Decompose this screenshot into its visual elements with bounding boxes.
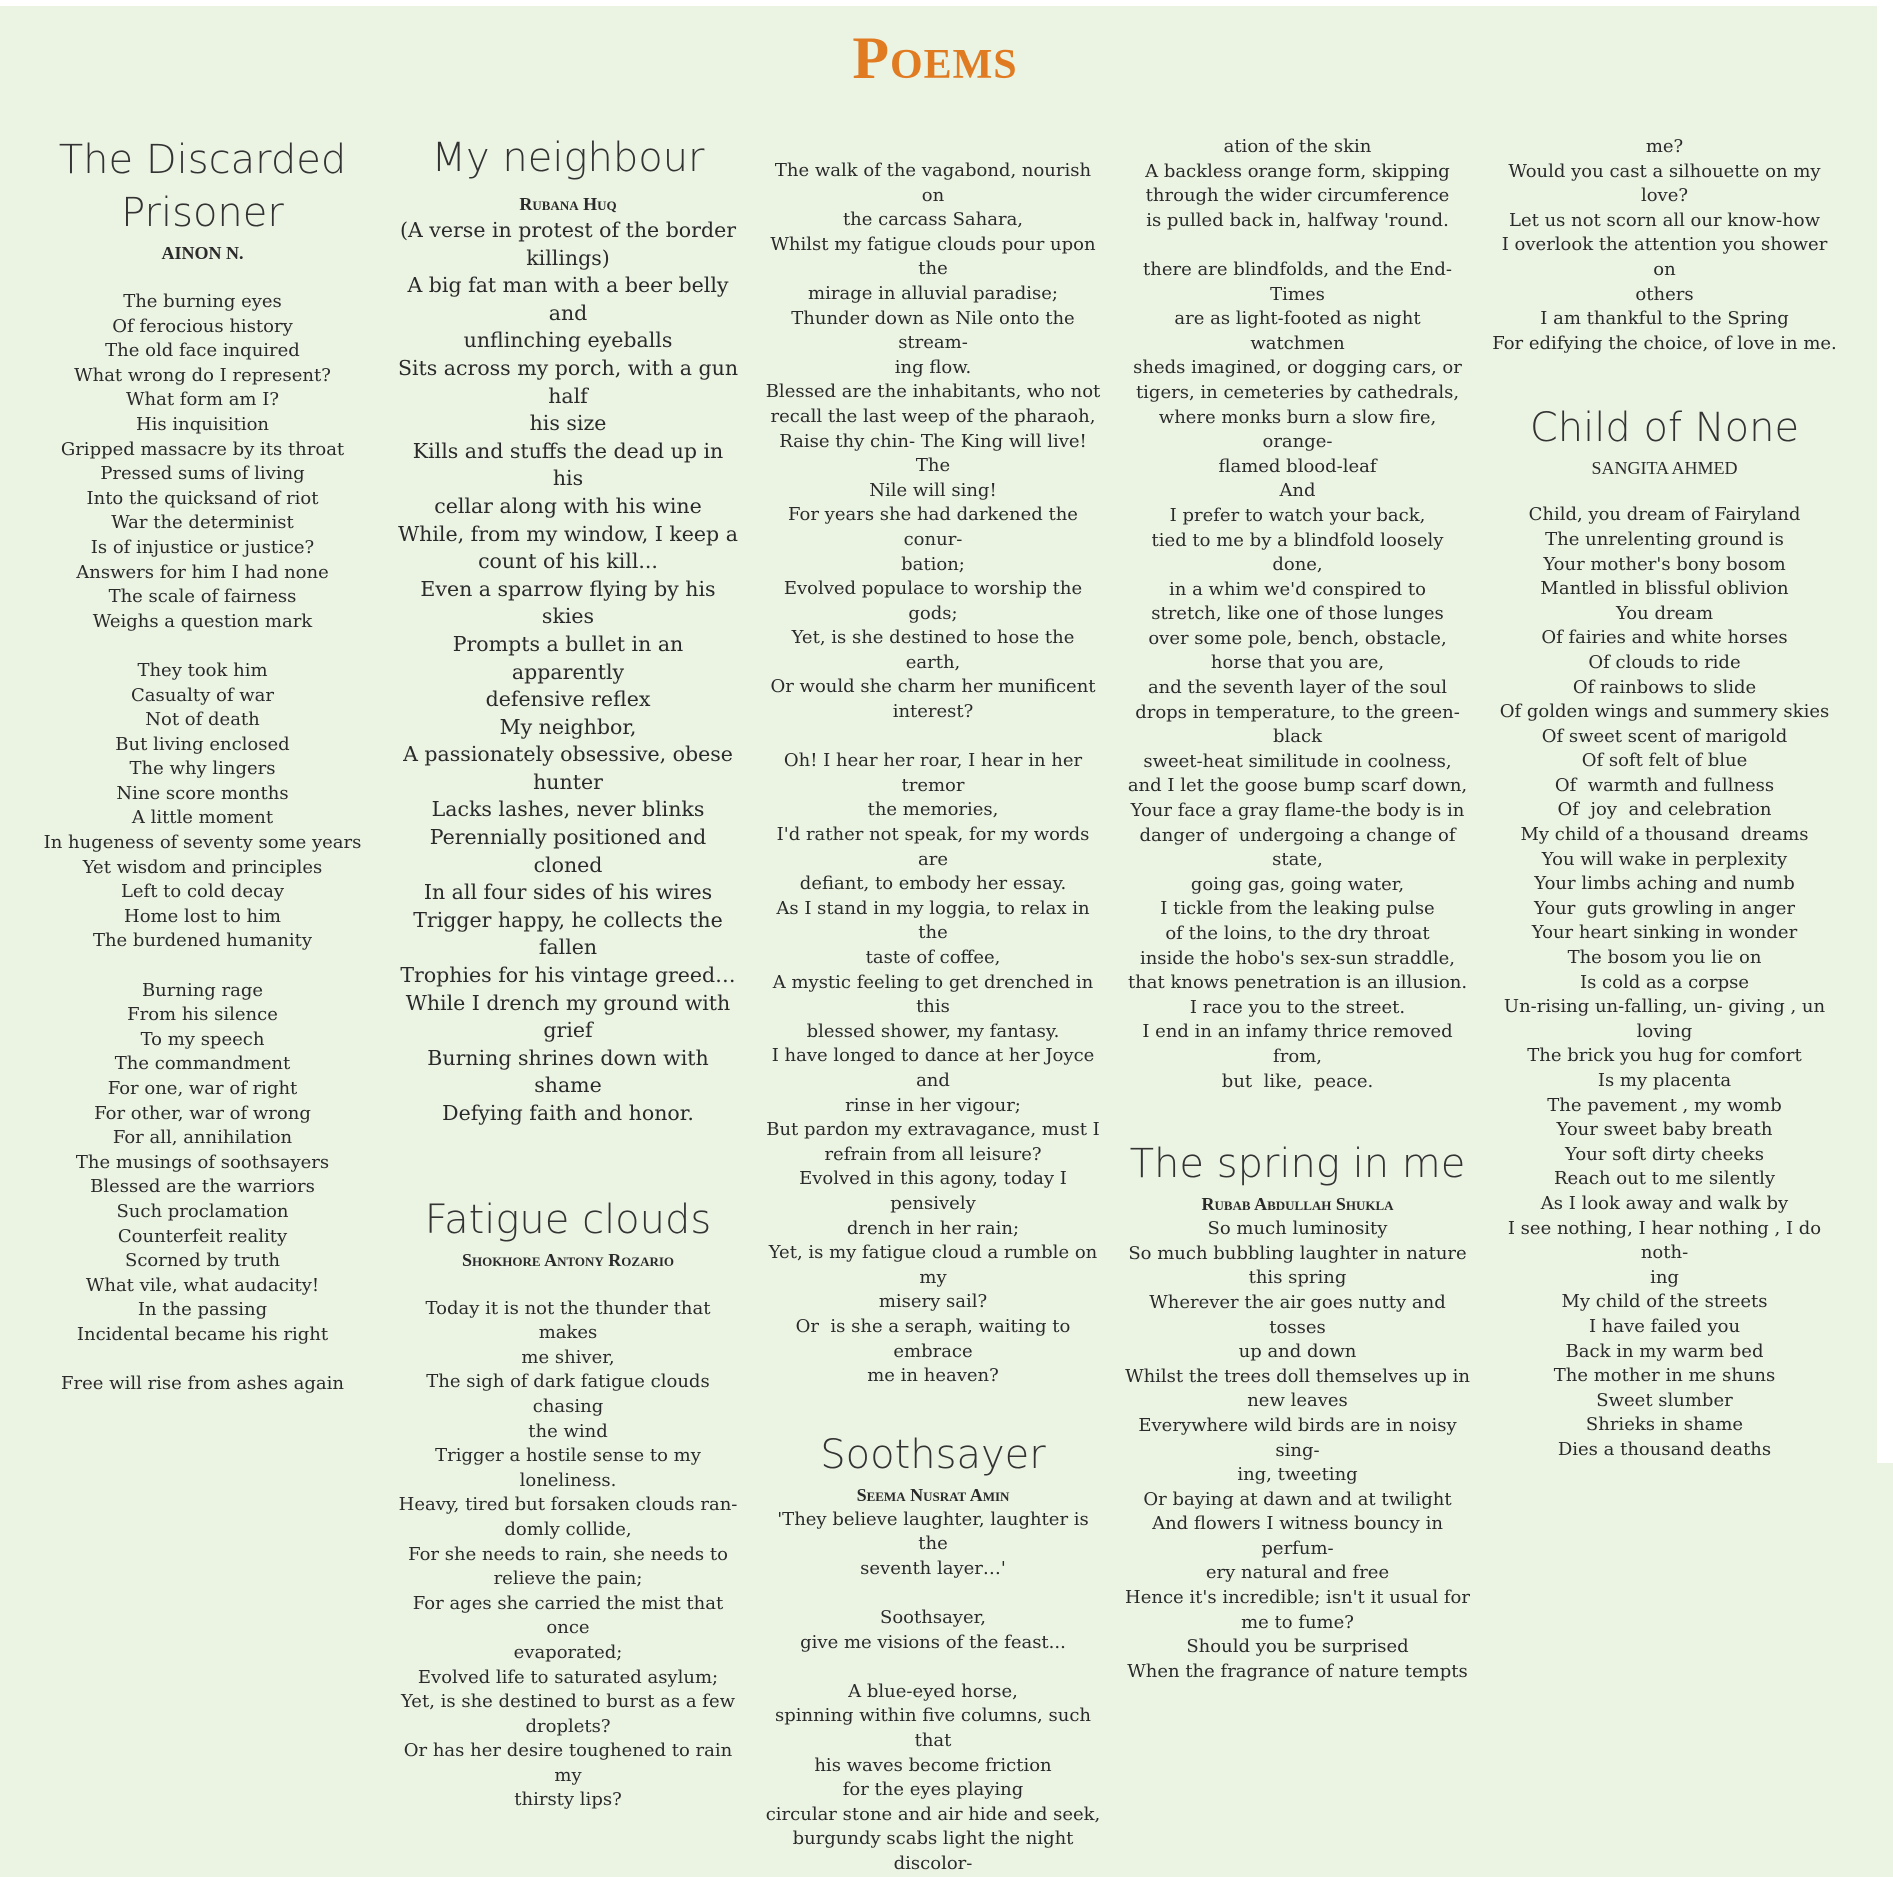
- poem-line: For years she had darkened the conur-: [788, 504, 1084, 550]
- poem-line: Lacks lashes, never blinks: [431, 797, 705, 822]
- poem-line: The sigh of dark fatigue clouds chasing: [426, 1371, 716, 1417]
- poem-line: What vile, what audacity!: [85, 1274, 320, 1296]
- poem-line: drench in her rain;: [846, 1217, 1020, 1239]
- poem-title: The Discarded: [58, 137, 347, 183]
- poem-line: new leaves: [1247, 1390, 1348, 1412]
- poem-line: interest?: [892, 701, 974, 723]
- poem-line: burgundy scabs light the night discolor-: [792, 1828, 1080, 1874]
- poem-line: (A verse in protest of the border: [399, 218, 737, 242]
- poem-line: I'd rather not speak, for my words are: [776, 824, 1096, 870]
- poem-line: blessed shower, my fantasy.: [806, 1020, 1060, 1042]
- poem-line: I tickle from the leaking pulse: [1160, 898, 1435, 920]
- poem-line: hunter: [533, 769, 603, 794]
- poem-line: Back in my warm bed: [1565, 1340, 1764, 1362]
- poem-line: The unrelenting ground is: [1545, 528, 1784, 550]
- poem-line: Prompts a bullet in an apparently: [452, 631, 690, 684]
- poem-line: Such proclamation: [116, 1200, 289, 1222]
- poem-line: 'They believe laughter, laughter is the: [777, 1508, 1095, 1555]
- poem-line: In hugeness of seventy some years: [43, 832, 362, 854]
- poem-line: Burning shrines down with shame: [427, 1045, 716, 1098]
- poem-line: Is my placenta: [1597, 1070, 1732, 1091]
- poem-line: Yet, is my fatigue cloud a rumble on my: [768, 1242, 1103, 1288]
- poem-title: Child of None: [1529, 405, 1800, 452]
- poem-line: Nine score months: [116, 782, 289, 804]
- poem-line: Raise thy chin- The King will live! The: [779, 430, 1093, 477]
- poem-line: bation;: [901, 553, 965, 575]
- poem-line: The scale of fairness: [108, 586, 297, 608]
- poem-line: his size: [529, 411, 607, 436]
- poem-line: Un-rising un-falling, un- giving , un: [1503, 996, 1826, 1018]
- poem-line: Thunder down as Nile onto the stream-: [791, 307, 1081, 354]
- poem-line: Your mother's bony bosom: [1543, 553, 1786, 575]
- poem-line: where monks burn a slow fire, orange-: [1158, 406, 1442, 453]
- poem-line: is pulled back in, halfway 'round.: [1146, 209, 1449, 231]
- poem-line: for the eyes playing: [842, 1779, 1024, 1801]
- poem-line: Let us not scorn all our know-how: [1509, 209, 1820, 231]
- poem-line: What form am I?: [126, 389, 279, 411]
- poem-line: Nile will sing!: [869, 479, 997, 501]
- poem-line: me in heaven?: [867, 1365, 999, 1387]
- poem-line: this spring: [1248, 1267, 1347, 1289]
- poem-line: Defying faith and honor.: [442, 1101, 694, 1125]
- poem-line: Left to cold decay: [120, 881, 285, 903]
- poem-line: Would you cast a silhouette on my love?: [1508, 160, 1827, 207]
- poem-line: Is cold as a corpse: [1579, 971, 1750, 993]
- poem-line: Trigger happy, he collects the fallen: [413, 907, 730, 960]
- poem-line: Today it is not the thunder that makes: [425, 1297, 717, 1344]
- poem-line: danger of undergoing a change of state,: [1139, 824, 1462, 871]
- poem-line: give me visions of the feast...: [800, 1631, 1066, 1653]
- poem-line: the wind: [528, 1420, 608, 1442]
- poem-line: Scorned by truth: [124, 1250, 280, 1272]
- poem-author: Rubab Abdullah Shukla: [1201, 1194, 1394, 1215]
- poem-line: My child of the streets: [1561, 1291, 1768, 1313]
- poem-line: His inquisition: [135, 413, 270, 435]
- poem-line: You dream: [1615, 602, 1714, 624]
- poem-line: inside the hobo's sex-sun straddle,: [1139, 947, 1456, 969]
- poem-line: So much luminosity: [1207, 1218, 1388, 1240]
- poem-line: Is of injustice or justice?: [90, 536, 315, 558]
- poem-author: Shokhore Antony Rozario: [461, 1249, 675, 1270]
- poem-line: The burning eyes: [123, 291, 282, 312]
- poem-line: But pardon my extravagance, must I: [766, 1119, 1100, 1141]
- poem-author: Rubana Huq: [519, 194, 617, 214]
- poem-title: The spring in me: [1129, 1141, 1466, 1188]
- poem-line: count of his kill...: [478, 549, 658, 574]
- poem-line: The old face inquired: [105, 340, 300, 362]
- poem-line: Of warmth and fullness: [1554, 774, 1775, 796]
- poem-line: While I drench my ground with grief: [405, 990, 737, 1043]
- poem-line: up and down: [1238, 1341, 1357, 1363]
- poem-line: stretch, like one of those lunges: [1151, 603, 1444, 625]
- poem-line: Home lost to him: [124, 905, 281, 927]
- poem-line: Heavy, tired but forsaken clouds ran-: [398, 1494, 738, 1516]
- poem-line: Weighs a question mark: [92, 610, 313, 632]
- poem-line: loving: [1636, 1020, 1693, 1042]
- poem-line: Of fairies and white horses: [1541, 627, 1788, 649]
- poem-line: A backless orange form, skipping: [1145, 160, 1450, 182]
- poem-line: Kills and stuffs the dead up in his: [412, 438, 730, 491]
- poem-line: Free will rise from ashes again: [61, 1373, 344, 1395]
- stanza-gap: [762, 1581, 1104, 1606]
- poem-line: rinse in her vigour;: [845, 1094, 1021, 1116]
- poem-line: Of sweet scent of marigold: [1541, 725, 1788, 747]
- poem-line: The walk of the vagabond, nourish on: [774, 160, 1097, 206]
- poem-line: mirage in alluvial paradise;: [808, 282, 1058, 304]
- stanza: [395, 217, 745, 1128]
- poem-line: horse that you are,: [1210, 652, 1385, 674]
- poem-line: Blessed are the inhabitants, who not: [765, 381, 1101, 403]
- poem-line: Your heart sinking in wonder: [1531, 922, 1798, 944]
- poem-line: Gripped massacre by its throat: [60, 438, 345, 460]
- stanza: [762, 159, 1104, 725]
- poem-line: Or is she a seraph, waiting to embrace: [795, 1315, 1077, 1362]
- poem-title: Fatigue clouds: [424, 1196, 712, 1243]
- poem-line: killings): [526, 245, 610, 270]
- poem-line: Reach out to me silently: [1553, 1168, 1776, 1190]
- stanza: [762, 1508, 1104, 1582]
- poem-line: A passionately obsessive, obese: [403, 742, 733, 767]
- stanza: [40, 979, 365, 1348]
- poem-line: Or would she charm her munificent: [770, 676, 1096, 698]
- top-border: [0, 0, 1893, 6]
- poem-line: sweet-heat similitude in coolness,: [1143, 750, 1452, 772]
- column-3: [762, 159, 1104, 1877]
- poem-line: spinning within five columns, such that: [774, 1705, 1097, 1752]
- poem-line: Trigger a hostile sense to my loneliness.: [435, 1445, 707, 1491]
- poem-line: me to fume?: [1241, 1611, 1354, 1633]
- poem-line: tied to me by a blindfold loosely done,: [1151, 529, 1450, 576]
- poem-line: Yet, is she destined to burst as a few: [400, 1691, 736, 1713]
- poem-line: circular stone and air hide and seek,: [765, 1803, 1101, 1825]
- poem-line: Dies a thousand deaths: [1557, 1438, 1772, 1460]
- poem-author: Seema Nusrat Amin: [856, 1484, 1010, 1505]
- poem-line: Blessed are the warriors: [90, 1176, 315, 1198]
- poem-line: Whilst my fatigue clouds pour upon the: [770, 233, 1102, 280]
- poem-line: In the passing: [137, 1299, 268, 1321]
- poem-line: Whilst the trees doll themselves up in: [1125, 1365, 1470, 1387]
- poem-line: For ages she carried the mist that once: [412, 1592, 729, 1639]
- poem-line: Casualty of war: [131, 684, 274, 706]
- poem-line: Your soft dirty cheeks: [1565, 1143, 1764, 1165]
- poem-line: As I look away and walk by: [1540, 1192, 1789, 1214]
- poem-line: Shrieks in shame: [1585, 1414, 1744, 1436]
- stanza: [1492, 135, 1837, 356]
- poem-line: Into the quicksand of riot: [86, 487, 319, 509]
- poem-line: over some pole, bench, obstacle,: [1148, 627, 1447, 649]
- stanza: [762, 1680, 1104, 1877]
- poem-line: ation of the skin: [1223, 136, 1372, 157]
- poem-line: Or baying at dawn and at twilight: [1143, 1488, 1452, 1510]
- poem-line: The why lingers: [129, 758, 276, 780]
- poem-line: The commandment: [114, 1053, 291, 1075]
- poem-line: domly collide,: [504, 1518, 632, 1540]
- stanza: [395, 1297, 741, 1813]
- poem-line: Trophies for his vintage greed…: [400, 963, 736, 988]
- poem-line: Incidental became his right: [76, 1323, 329, 1345]
- poem-line: Perennially positioned and cloned: [429, 825, 713, 877]
- poem-line: Oh! I hear her roar, I hear in her tremor: [783, 750, 1088, 796]
- poem-line: A mystic feeling to get drenched in this: [772, 971, 1099, 1018]
- poem-line: To my speech: [140, 1028, 265, 1050]
- poem-line: Soothsayer,: [880, 1607, 986, 1629]
- poem-line: A blue-eyed horse,: [848, 1680, 1018, 1702]
- poem-line: that knows penetration is an illusion.: [1127, 972, 1468, 994]
- poem-line: The brick you hug for comfort: [1527, 1045, 1802, 1067]
- poem-line: Hence it's incredible; isn't it usual for: [1125, 1587, 1470, 1609]
- poem-title: Prisoner: [121, 190, 284, 236]
- poem-author: SANGITA AHMED: [1591, 458, 1738, 479]
- stanza: [762, 749, 1104, 1388]
- column-2: [395, 132, 745, 1813]
- stanza: [40, 290, 365, 634]
- stanza: [1125, 258, 1470, 1094]
- stanza-gap: [762, 725, 1104, 750]
- poem-line: defiant, to embody her essay.: [799, 873, 1067, 895]
- poem-line: My child of a thousand dreams: [1520, 824, 1809, 846]
- poem-line: And flowers I witness bouncy in perfum-: [1152, 1513, 1449, 1559]
- poem-line: Not of death: [145, 709, 260, 731]
- stanza-gap: [40, 1348, 365, 1373]
- stanza-gap: [40, 634, 365, 659]
- poem-line: ing, tweeting: [1237, 1464, 1358, 1486]
- poem-line: For one, war of right: [107, 1078, 298, 1099]
- poem-line: Mantled in blissful oblivion: [1540, 578, 1789, 600]
- poem-line: ing: [1650, 1266, 1679, 1288]
- poem-line: The musings of soothsayers: [75, 1151, 330, 1173]
- poem-line: Wherever the air goes nutty and tosses: [1149, 1291, 1452, 1338]
- poem-line: unflinching eyeballs: [463, 328, 673, 353]
- poem-line: Child, you dream of Fairyland: [1528, 504, 1801, 526]
- poem-line: and I let the goose bump scarf down,: [1127, 775, 1468, 797]
- poem-line: Even a sparrow flying by his skies: [420, 576, 723, 629]
- column-1: [40, 134, 365, 1397]
- poem-line: Your sweet baby breath: [1556, 1119, 1773, 1141]
- poem-line: the carcass Sahara,: [842, 209, 1024, 231]
- stanza-gap: [762, 1655, 1104, 1680]
- poem-line: For all, annihilation: [112, 1127, 293, 1149]
- poem-line: Of clouds to ride: [1588, 651, 1741, 673]
- page-title: Poems: [852, 25, 1018, 91]
- poem-title: My neighbour: [431, 135, 705, 181]
- poem-line: flamed blood-leaf: [1218, 455, 1377, 477]
- poem-line: When the fragrance of nature tempts: [1127, 1660, 1468, 1682]
- poem-line: Everywhere wild birds are in noisy sing-: [1138, 1414, 1463, 1461]
- poem-line: seventh layer…': [860, 1557, 1006, 1579]
- poem-line: The mother in me shuns: [1553, 1365, 1776, 1387]
- poem-line: refrain from all leisure?: [824, 1143, 1042, 1165]
- poem-line: Sits across my porch, with a gun half: [397, 355, 745, 408]
- poem-line: The bosom you lie on: [1567, 947, 1762, 969]
- poem-line: I overlook the attention you shower on: [1501, 234, 1834, 280]
- poem-author: AINON N.: [161, 243, 244, 263]
- poem-line: Pressed sums of living: [100, 463, 305, 485]
- poem-line: me shiver,: [521, 1346, 615, 1368]
- poem-line: Evolved in this agony, today I pensively: [799, 1168, 1073, 1214]
- poem-line: Should you be surprised: [1186, 1636, 1409, 1658]
- stanza: [1492, 503, 1837, 1462]
- poem-line: A little moment: [131, 807, 274, 829]
- poem-line: I have longed to dance at her Joyce and: [771, 1045, 1101, 1091]
- stanza: [762, 1606, 1104, 1655]
- poem-line: Of rainbows to slide: [1572, 676, 1757, 698]
- poem-line: A big fat man with a beer belly and: [407, 273, 736, 325]
- poem-line: For other, war of wrong: [94, 1102, 311, 1124]
- stanza: [40, 659, 365, 954]
- poem-line: drops in temperature, to the green-black: [1135, 701, 1460, 748]
- stanza: [1125, 135, 1470, 233]
- poem-line: are as light-footed as night watchmen: [1174, 308, 1427, 354]
- poem-line: I have failed you: [1588, 1315, 1741, 1337]
- poem-line: misery sail?: [878, 1291, 988, 1313]
- poem-line: And: [1279, 480, 1316, 502]
- poem-line: Or has her desire toughened to rain my: [403, 1740, 738, 1786]
- poem-line: I prefer to watch your back,: [1169, 504, 1426, 526]
- column-5: [1492, 135, 1837, 1463]
- stanza-gap: [1125, 233, 1470, 258]
- poem-line: Of golden wings and summery skies: [1499, 701, 1830, 723]
- poem-line: Burning rage: [141, 979, 264, 1001]
- poem-line: While, from my window, I keep a: [398, 521, 738, 546]
- poem-line: Your face a gray flame-the body is in: [1130, 800, 1465, 822]
- poem-line: me?: [1645, 136, 1684, 157]
- poem-line: evaporated;: [513, 1641, 623, 1663]
- stanza: [1125, 1217, 1470, 1684]
- poem-line: Of ferocious history: [112, 315, 293, 337]
- poem-line: thirsty lips?: [514, 1789, 622, 1811]
- poem-line: Answers for him I had none: [76, 561, 329, 583]
- poem-title: Soothsayer: [820, 1431, 1046, 1478]
- poem-line: I am thankful to the Spring: [1540, 308, 1789, 330]
- poem-line: others: [1635, 283, 1694, 305]
- poem-line: there are blindfolds, and the End-Times: [1143, 258, 1452, 305]
- poem-line: So much bubbling laughter in nature: [1128, 1242, 1467, 1264]
- poem-line: but like, peace.: [1221, 1070, 1374, 1092]
- poem-line: The burdened humanity: [92, 930, 313, 952]
- poem-line: But living enclosed: [115, 733, 290, 755]
- poem-line: the memories,: [867, 799, 999, 821]
- poem-line: going gas, going water,: [1190, 873, 1405, 895]
- poem-line: Yet wisdom and principles: [82, 856, 323, 878]
- poem-line: cellar along with his wine: [434, 493, 702, 518]
- poem-line: Of joy and celebration: [1557, 799, 1772, 821]
- poem-line: of the loins, to the dry throat: [1165, 923, 1430, 944]
- poem-line: defensive reflex: [485, 687, 651, 712]
- poem-line: The pavement , my womb: [1547, 1094, 1782, 1116]
- poem-line: taste of coffee,: [865, 947, 1001, 968]
- stanza-gap: [40, 954, 365, 979]
- poem-line: Yet, is she destined to hose the earth,: [791, 627, 1081, 673]
- poem-line: As I stand in my loggia, to relax in the: [776, 897, 1096, 944]
- poem-line: ery natural and free: [1205, 1562, 1390, 1584]
- poem-line: What wrong do I represent?: [74, 364, 331, 386]
- stanza: [40, 1372, 365, 1397]
- poem-line: and the seventh layer of the soul: [1147, 677, 1448, 699]
- poem-line: I see nothing, I hear nothing , I do noth-: [1507, 1217, 1827, 1264]
- poem-line: For edifying the choice, of love in me.: [1492, 332, 1837, 354]
- poem-line: Your limbs aching and numb: [1534, 873, 1795, 895]
- poem-line: I race you to the street.: [1189, 996, 1406, 1018]
- poem-line: relieve the pain;: [493, 1568, 643, 1590]
- poem-line: I end in an infamy thrice removed from,: [1142, 1021, 1459, 1067]
- poem-line: Of soft felt of blue: [1581, 750, 1748, 772]
- poem-line: For she needs to rain, she needs to: [408, 1543, 728, 1565]
- poem-line: his waves become friction: [814, 1754, 1052, 1776]
- poem-line: Your guts growling in anger: [1534, 897, 1795, 919]
- poem-line: In all four sides of his wires: [423, 880, 713, 905]
- poem-line: My neighbor,: [499, 714, 637, 739]
- poem-line: Sweet slumber: [1596, 1389, 1733, 1411]
- poem-line: War the determinist: [111, 512, 294, 534]
- poem-line: recall the last weep of the pharaoh,: [770, 405, 1096, 427]
- poem-line: From his silence: [127, 1004, 278, 1026]
- poem-line: Evolved life to saturated asylum;: [417, 1666, 719, 1688]
- column-4: [1125, 135, 1470, 1684]
- poem-line: through the wider circumference: [1145, 185, 1450, 207]
- poem-line: You will wake in perplexity: [1541, 848, 1788, 870]
- poem-line: tigers, in cemeteries by cathedrals,: [1135, 381, 1460, 403]
- poem-line: They took him: [137, 659, 268, 681]
- poem-line: ing flow.: [894, 356, 972, 378]
- right-border: [1877, 0, 1893, 1463]
- poem-line: droplets?: [525, 1715, 611, 1737]
- poem-line: Evolved populace to worship the gods;: [783, 578, 1088, 624]
- poem-line: Counterfeit reality: [117, 1225, 288, 1247]
- poem-line: sheds imagined, or dogging cars, or: [1133, 357, 1462, 379]
- poem-line: in a whim we'd conspired to: [1169, 578, 1426, 600]
